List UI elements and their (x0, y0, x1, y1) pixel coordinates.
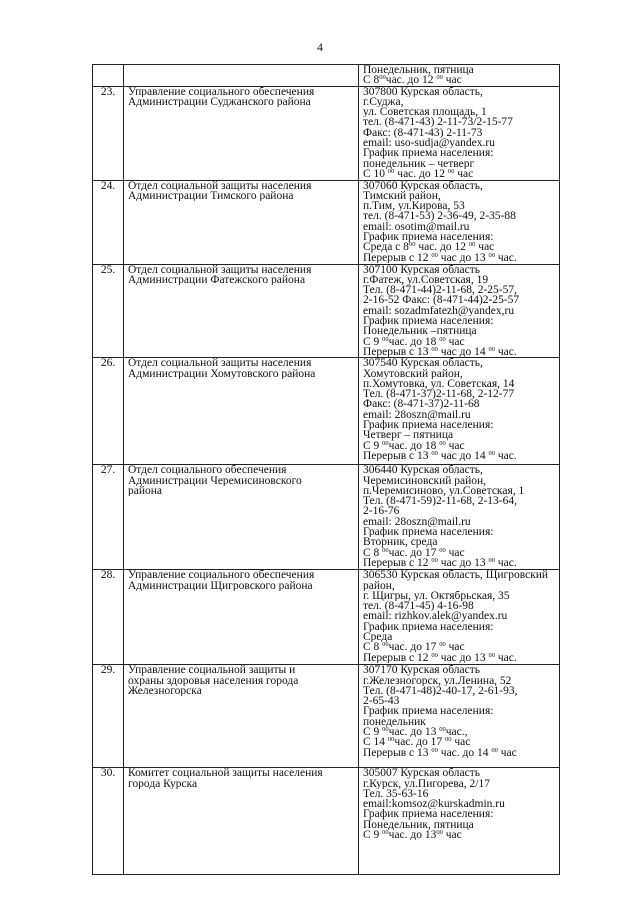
time-superscript: 00 (439, 336, 446, 343)
contact-text: час (445, 547, 465, 558)
org-line: района (128, 485, 163, 497)
contact-text: час. до 13 (388, 830, 437, 841)
time-superscript: 00 (382, 830, 389, 837)
org-name (124, 570, 359, 665)
org-line: Администрации Хомутовского района (128, 368, 316, 379)
time-superscript: 00 (382, 440, 389, 447)
org-line: охраны здоровья населения города (128, 675, 299, 686)
contact-text: С 14 (363, 737, 388, 748)
row-number: 23. (93, 86, 124, 180)
contact-text: email: sozadmfatezh@yandex,ru (363, 305, 515, 317)
contact-cell (359, 86, 560, 180)
time-superscript: 00 (382, 547, 389, 554)
contact-text: час. (495, 557, 517, 569)
contact-line (363, 358, 559, 368)
contact-line (363, 527, 559, 537)
contact-line (363, 191, 559, 201)
contact-text: п.Черемисиново, ул.Советская, 1 (363, 485, 525, 497)
contact-text: г.Железногорск, ул.Ленина, 52 (363, 675, 512, 686)
contact-text: email:komsoz@kurskadmin.ru (363, 799, 505, 810)
contact-line (363, 451, 559, 461)
contact-text: 307060 Курская область, (363, 180, 483, 191)
contact-text: час до 14 (437, 346, 489, 358)
org-name (124, 768, 359, 875)
contact-line (363, 265, 559, 275)
row-number: 28. (93, 570, 124, 665)
contact-line (363, 399, 559, 409)
contact-line (363, 799, 559, 809)
time-superscript: 00 (382, 642, 389, 649)
contact-text: График приема населения: (363, 316, 494, 327)
time-superscript: 00 (431, 450, 438, 457)
contact-text: email: rizhkov.alek@yandex.ru (363, 611, 508, 622)
contact-text: п.Хомутовка, ул. Советская, 14 (363, 378, 515, 390)
contact-line (363, 201, 559, 211)
time-superscript: 00 (436, 75, 443, 82)
contact-line (363, 295, 559, 305)
contact-line (363, 159, 559, 169)
contact-text: email: 28oszn@mail.ru (363, 516, 471, 528)
contact-text: С 10 (363, 168, 388, 180)
contact-line (363, 809, 559, 819)
contact-text: 306440 Курская область, (363, 465, 483, 476)
contact-line (363, 65, 559, 75)
row-number: 29. (93, 665, 124, 768)
org-line: Администрации Тимского района (128, 190, 294, 202)
contact-line (363, 181, 559, 191)
row-number-cell (93, 65, 124, 87)
contact-text: г.Суджа, (363, 96, 404, 108)
contact-text: час (497, 747, 517, 758)
contact-line (363, 211, 559, 221)
contact-text: Тимский район, (363, 190, 441, 202)
contact-line (363, 486, 559, 496)
contact-text: Вторник, среда (363, 537, 438, 548)
org-line: Отдел социальной защиты населения (128, 180, 312, 191)
org-name (124, 358, 359, 465)
org-cell (124, 65, 359, 87)
contact-cell (359, 65, 560, 87)
contact-text: График приема населения: (363, 621, 494, 633)
contact-text: понедельник – четверг (363, 158, 475, 169)
org-name (124, 264, 359, 358)
contact-text: 307800 Курская область, (363, 86, 483, 97)
contact-line (363, 75, 559, 85)
contact-text: Понедельник, пятница (363, 65, 474, 76)
org-line: Железногорска (128, 685, 202, 697)
contact-cell (359, 264, 560, 358)
org-name (124, 86, 359, 180)
contact-text: Факс: (8-471-37)2-11-68 (363, 399, 480, 410)
contact-text: тел. (8-471-53) 2-36-49, 2-35-88 (363, 211, 516, 222)
org-line: Администрации Щигровского района (128, 580, 313, 591)
contact-text: час., (445, 727, 468, 738)
contact-line (363, 169, 559, 179)
contact-text: район, (363, 580, 395, 591)
contact-text: понедельник (363, 716, 426, 728)
contact-line (363, 642, 559, 652)
contact-line (363, 789, 559, 799)
table-row (93, 768, 560, 875)
contact-text: час (475, 242, 495, 253)
contact-text: Понедельник, пятница (363, 819, 474, 831)
contact-text: час. (495, 652, 517, 663)
contact-text: Хомутовский район, (363, 368, 463, 379)
contact-text: Тел. (8-471-37)2-11-68, 2-12-77 (363, 389, 515, 400)
contact-text: Тел. 35-63-16 (363, 788, 429, 800)
contact-cell (359, 665, 560, 768)
contact-text: 307540 Курская область, (363, 358, 483, 369)
contact-line (363, 768, 559, 778)
page-number: 4 (317, 40, 323, 54)
contact-text: час (451, 737, 471, 748)
org-line: Отдел социальной защиты населения (128, 264, 312, 275)
contact-line (363, 242, 559, 252)
table-row (93, 570, 560, 665)
time-superscript: 00 (491, 747, 498, 754)
contact-text: График приема населения: (363, 527, 494, 538)
contact-text: График приема населения: (363, 809, 494, 820)
contact-line (363, 420, 559, 430)
contact-line (363, 676, 559, 686)
contacts-table (92, 64, 560, 875)
time-superscript: 00 (488, 252, 495, 259)
contact-text: Понедельник –пятница (363, 326, 477, 337)
contact-line (363, 369, 559, 379)
contact-text: Перерыв с 13 (363, 450, 432, 462)
contact-text: час (442, 830, 462, 841)
contact-text: 2-65-43 (363, 696, 400, 707)
contact-line (363, 430, 559, 440)
contact-line (363, 316, 559, 326)
org-line: Администрации Суджанского района (128, 96, 311, 108)
contact-text: час. (495, 450, 517, 462)
contact-line (363, 128, 559, 138)
contact-text: 306530 Курская область, Щигровский (363, 570, 549, 581)
contact-text: г. Щигры, ул. Октябрьская, 35 (363, 590, 510, 602)
contact-text: час до 13 (437, 557, 489, 569)
org-line: Администрации Фатежского района (128, 274, 306, 286)
contact-text: час. до 14 (437, 747, 492, 758)
contact-text: час. до 18 (388, 440, 440, 451)
contact-line (363, 537, 559, 547)
contact-cell (359, 358, 560, 465)
contact-line (363, 706, 559, 716)
org-name (124, 180, 359, 264)
contact-text: email: 28oszn@mail.ru (363, 409, 471, 421)
contact-text: Перерыв с 13 (363, 747, 432, 758)
contact-text: час (445, 642, 465, 653)
contact-text: 307170 Курская область (363, 665, 480, 676)
contact-text: С 8 (363, 642, 383, 653)
contact-line (363, 591, 559, 601)
time-superscript: 00 (431, 557, 438, 564)
contact-text: Перерыв с 12 (363, 557, 432, 569)
contact-text: 307100 Курская область (363, 264, 480, 275)
time-superscript: 00 (439, 727, 446, 734)
contact-line (363, 696, 559, 706)
contact-line (363, 632, 559, 642)
contact-line (363, 476, 559, 486)
contact-text: Тел. (8-471-44)2-11-68, 2-25-57, (363, 285, 518, 296)
contact-line (363, 779, 559, 789)
contact-text: час. до 13 (388, 727, 440, 738)
contact-text: email: uso-sudja@yandex.ru (363, 138, 495, 149)
org-name (124, 465, 359, 570)
contact-line (363, 737, 559, 747)
contact-text: час. до 17 (394, 737, 446, 748)
contact-line (363, 820, 559, 830)
org-line: Администрации Черемисиновского (128, 475, 302, 486)
contact-text: тел. (8-471-45) 4-16-98 (363, 601, 474, 612)
row-number: 26. (93, 358, 124, 465)
contact-text: п.Тим, ул.Кирова, 53 (363, 201, 465, 212)
contact-text: час. до 17 (388, 642, 440, 653)
contact-text: С 9 (363, 727, 383, 738)
contact-line (363, 285, 559, 295)
time-superscript: 00 (379, 75, 386, 82)
contact-line (363, 506, 559, 516)
row-number: 30. (93, 768, 124, 875)
time-superscript: 00 (408, 242, 416, 249)
contact-text: г.Фатеж, ул.Советская, 19 (363, 274, 489, 286)
contact-line (363, 97, 559, 107)
contact-text: График приема населения: (363, 232, 494, 243)
time-superscript: 00 (431, 747, 438, 754)
contact-text: час. (495, 252, 517, 263)
time-superscript: 00 (447, 168, 455, 175)
contact-text: График приема населения: (363, 420, 494, 431)
org-line: Управление социальной защиты и (128, 665, 296, 676)
contact-cell (359, 180, 560, 264)
contact-line (363, 275, 559, 285)
contact-text: час. до 12 (385, 75, 437, 86)
contact-text: График приема населения: (363, 706, 494, 717)
contact-line (363, 517, 559, 527)
contact-text: г.Курск, ул.Пигорева, 2/17 (363, 778, 490, 789)
contact-text: час. до 12 (415, 242, 469, 253)
contact-line (363, 337, 559, 347)
contact-text: час. (495, 346, 517, 358)
contact-line (363, 727, 559, 737)
time-superscript: 00 (387, 168, 395, 175)
contact-text: Тел. (8-471-59)2-11-68, 2-13-64, (363, 496, 518, 507)
contact-text: час. до 18 (388, 336, 440, 347)
contact-line (363, 611, 559, 621)
contact-text: 2-16-52 Факс: (8-471-44)2-25-57 (363, 295, 520, 306)
contact-text: Среда (363, 632, 393, 643)
time-superscript: 00 (431, 652, 438, 659)
org-name (124, 665, 359, 768)
contact-text: Тел. (8-471-48)2-40-17, 2-61-93, (363, 685, 518, 697)
time-superscript: 00 (431, 252, 438, 259)
table-row (93, 665, 560, 768)
time-superscript: 00 (436, 830, 443, 837)
contact-line (363, 581, 559, 591)
contact-line (363, 232, 559, 242)
time-superscript: 00 (382, 727, 389, 734)
contact-text: 2-16-76 (363, 506, 400, 517)
contact-text: Перерыв с 12 (363, 652, 432, 663)
contact-line (363, 717, 559, 727)
time-superscript: 00 (488, 557, 495, 564)
org-line: Отдел социального обеспечения (128, 465, 287, 476)
contact-line (363, 653, 559, 663)
contact-line (363, 548, 559, 558)
contact-text: С 9 (363, 336, 383, 347)
contact-text: График приема населения: (363, 148, 494, 159)
table-row (93, 86, 560, 180)
contact-line (363, 222, 559, 232)
contact-line (363, 347, 559, 357)
time-superscript: 00 (445, 737, 452, 744)
contact-line (363, 253, 559, 263)
contact-text: Черемисиновский район, (363, 475, 487, 486)
contact-text: Четверг – пятница (363, 430, 454, 441)
contact-text: час (442, 75, 462, 86)
contact-line (363, 389, 559, 399)
time-superscript: 00 (382, 336, 389, 343)
contact-line (363, 558, 559, 568)
time-superscript: 00 (439, 642, 446, 649)
contact-text: час до 14 (437, 450, 489, 462)
time-superscript: 00 (488, 450, 495, 457)
contact-line (363, 306, 559, 316)
contact-text: С 9 (363, 830, 383, 841)
table-row (93, 264, 560, 358)
contact-line (363, 622, 559, 632)
table-row-continued (93, 65, 560, 87)
contact-cell (359, 570, 560, 665)
contact-line (363, 665, 559, 675)
contact-text: ул. Советская площадь, 1 (363, 107, 487, 118)
row-number: 24. (93, 180, 124, 264)
contact-text: Среда с 8 (363, 242, 409, 253)
contact-text: час (454, 168, 474, 180)
contact-text: 305007 Курская область (363, 768, 480, 779)
time-superscript: 00 (488, 346, 495, 353)
contact-text: Факс: (8-471-43) 2-11-73 (363, 127, 483, 139)
time-superscript: 00 (431, 346, 438, 353)
contact-line (363, 465, 559, 475)
org-line: города Курска (128, 778, 198, 789)
table-row (93, 465, 560, 570)
contact-text: Перерыв с 12 (363, 252, 432, 263)
contact-line (363, 830, 559, 840)
table-row (93, 358, 560, 465)
contact-cell (359, 465, 560, 570)
contact-line (363, 117, 559, 127)
row-number: 27. (93, 465, 124, 570)
row-number: 25. (93, 264, 124, 358)
contact-line (363, 601, 559, 611)
contact-line (363, 148, 559, 158)
contact-cell (359, 768, 560, 875)
contact-text: час. до 12 (394, 168, 448, 180)
org-line: Комитет социальной защиты населения (128, 768, 323, 779)
time-superscript: 00 (488, 652, 495, 659)
contact-text: Перерыв с 13 (363, 346, 432, 358)
contact-line (363, 410, 559, 420)
time-superscript: 00 (439, 547, 446, 554)
org-line: Управление социального обеспечения (128, 570, 315, 581)
contact-line (363, 686, 559, 696)
contact-line (363, 87, 559, 97)
contact-text: час до 13 (437, 252, 489, 263)
contact-line (363, 326, 559, 336)
org-line: Отдел социальной защиты населения (128, 358, 312, 369)
contact-text: email: osotim@mail.ru (363, 221, 470, 233)
contact-line (363, 379, 559, 389)
table-row (93, 180, 560, 264)
contact-text: С 8 (363, 547, 383, 558)
contact-line (363, 441, 559, 451)
contact-text: час. до 17 (388, 547, 440, 558)
contact-line (363, 107, 559, 117)
contact-line (363, 138, 559, 148)
contact-line (363, 748, 559, 758)
contact-text: час до 13 (437, 652, 489, 663)
time-superscript: 00 (439, 440, 446, 447)
org-line: Управление социального обеспечения (128, 86, 315, 97)
contact-text: тел. (8-471-43) 2-11-73/2-15-77 (363, 117, 513, 128)
contact-text: час (445, 336, 465, 347)
contact-text: С 8 (363, 75, 380, 86)
contact-line (363, 570, 559, 580)
contact-line (363, 496, 559, 506)
time-superscript: 00 (387, 737, 395, 744)
time-superscript: 00 (468, 242, 476, 249)
contact-text: С 9 (363, 440, 383, 451)
contact-text: час (445, 440, 465, 451)
